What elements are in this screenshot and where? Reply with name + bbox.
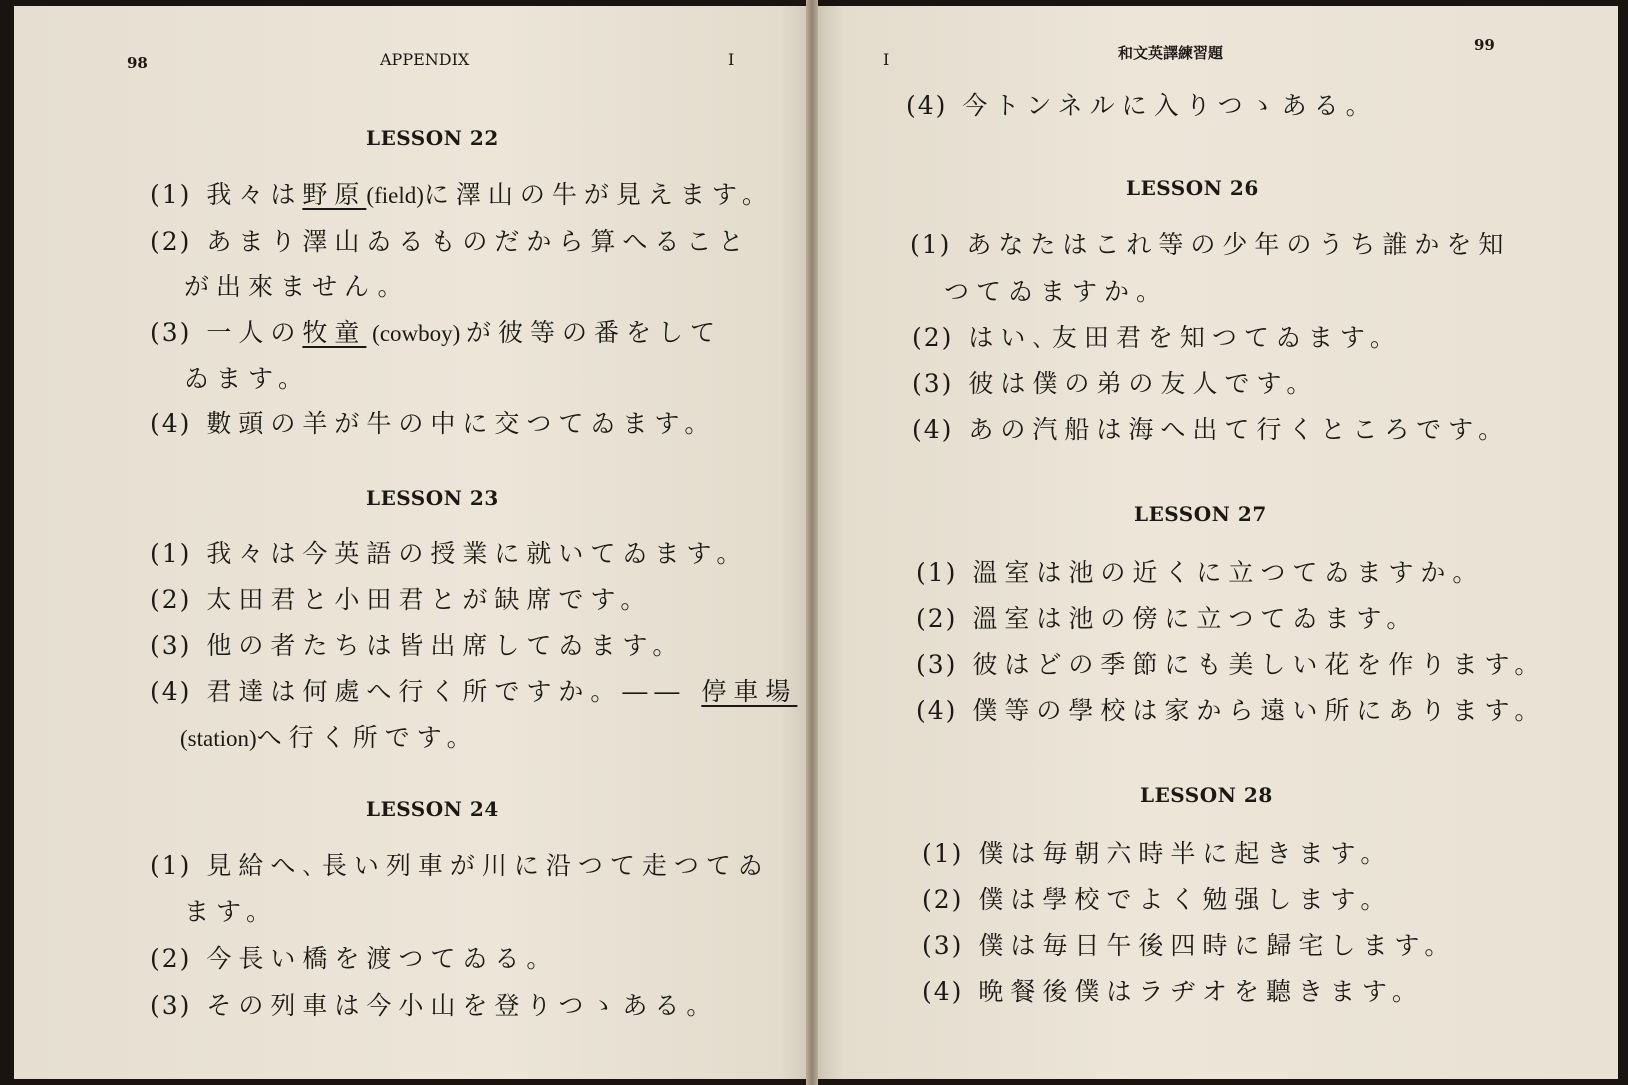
exercise-line (150, 580, 652, 616)
lesson-title: LESSON 22 (366, 126, 499, 150)
exercise-line-continued: ます。 (184, 897, 279, 926)
line-text: あの汽船は海へ出て行くところです。 (968, 415, 1511, 444)
exercise-line (150, 222, 750, 258)
exercise-line-continued: が出來ません。 (184, 272, 410, 301)
book-gutter (806, 0, 818, 1085)
line-text: 彼は僕の弟の友人です。 (968, 369, 1319, 398)
right-section-mark: I (883, 50, 890, 69)
right-running-head: 和文英譯練習題 (1118, 44, 1224, 62)
lesson-title: LESSON 28 (1140, 783, 1273, 807)
exercise-line (910, 225, 1510, 261)
gloss-text: (field) (366, 183, 424, 208)
item-number: (1) (150, 180, 192, 209)
line-text: 見給へ､長い列車が川に沿つて走つてゐ (206, 851, 770, 880)
line-text: はい､友田君を知つてゐます。 (968, 323, 1402, 352)
line-text: あまり澤山ゐるものだから算へること (206, 227, 751, 256)
exercise-line (922, 880, 1392, 916)
item-number: (2) (150, 227, 192, 256)
item-number: (3) (916, 650, 958, 679)
line-text: 太田君と小田君とが缺席です。 (206, 585, 653, 614)
underlined-word: 牧童 (302, 318, 367, 347)
item-number: (4) (150, 677, 192, 706)
line-text: 溫室は池の傍に立つてゐます。 (972, 604, 1419, 633)
item-number: (4) (912, 415, 954, 444)
right-page-number: 99 (1474, 36, 1495, 54)
exercise-line (150, 534, 748, 570)
item-number: (1) (150, 851, 192, 880)
exercise-line (150, 313, 722, 349)
exercise-line (922, 834, 1392, 870)
item-number: (1) (910, 230, 952, 259)
gloss-text: (station) (180, 726, 257, 751)
exercise-line-continued: つてゐますか。 (944, 277, 1169, 306)
lesson-title: LESSON 26 (1126, 176, 1259, 200)
item-number: (1) (150, 539, 192, 568)
line-text: 我々は (206, 180, 303, 209)
line-text: あなたはこれ等の少年のうち誰かを知 (966, 230, 1511, 259)
line-text: 晩餐後僕はラヂオを聽きます。 (978, 977, 1424, 1006)
line-text: 彼はどの季節にも美しい花を作ります。 (972, 650, 1547, 679)
item-number: (2) (150, 585, 192, 614)
line-text: 君達は何處へ行く所ですか。―― (206, 677, 702, 706)
exercise-line (906, 86, 1378, 122)
exercise-line (150, 626, 684, 662)
item-number: (2) (922, 885, 964, 914)
lesson-title: LESSON 27 (1134, 502, 1267, 526)
line-text: 今長い橋を渡つてゐる。 (206, 944, 559, 973)
exercise-line (916, 553, 1484, 589)
exercise-line-continued (180, 718, 479, 754)
line-text: 僕は學校でよく勉强します。 (978, 885, 1393, 914)
item-number: (1) (922, 839, 964, 868)
left-running-head: APPENDIX (380, 50, 470, 69)
item-number: (4) (150, 409, 192, 438)
line-text: 今トンネルに入りつゝある。 (962, 91, 1378, 120)
line-text: に澤山の牛が見えます。 (423, 180, 774, 209)
exercise-line (922, 926, 1456, 962)
line-text: 我々は今英語の授業に就いてゐます。 (206, 539, 749, 568)
line-text: 僕は毎日午後四時に歸宅します。 (978, 931, 1457, 960)
line-text: が彼等の番をして (466, 318, 723, 347)
line-text: 一人の (206, 318, 303, 347)
right-page (812, 6, 1618, 1079)
line-text: その列車は今小山を登りつゝある。 (206, 991, 719, 1020)
exercise-line (150, 939, 558, 975)
exercise-line (150, 404, 716, 440)
exercise-line (150, 175, 774, 211)
item-number: (3) (150, 631, 192, 660)
exercise-line-continued: ゐます。 (184, 364, 311, 393)
item-number: (4) (906, 91, 948, 120)
left-page-number: 98 (127, 54, 148, 72)
item-number: (2) (916, 604, 958, 633)
line-text: 僕は毎朝六時半に起きます。 (978, 839, 1393, 868)
item-number: (2) (150, 944, 192, 973)
exercise-line (912, 318, 1402, 354)
underlined-word: 停車場 (701, 677, 798, 706)
item-number: (4) (922, 977, 964, 1006)
line-text: 僕等の學校は家から遠い所にあります。 (972, 696, 1547, 725)
exercise-line (916, 691, 1546, 727)
left-section-mark: I (728, 50, 735, 69)
lesson-title: LESSON 23 (366, 486, 499, 510)
item-number: (3) (150, 318, 192, 347)
item-number: (4) (916, 696, 958, 725)
exercise-line (922, 972, 1424, 1008)
line-text: 數頭の羊が牛の中に交つてゐます。 (206, 409, 717, 438)
exercise-line (150, 672, 797, 708)
exercise-line (916, 599, 1418, 635)
item-number: (1) (916, 558, 958, 587)
exercise-line (150, 846, 770, 882)
exercise-line (916, 645, 1546, 681)
line-text: 他の者たちは皆出席してゐます。 (206, 631, 685, 660)
item-number: (2) (912, 323, 954, 352)
lesson-title: LESSON 24 (366, 797, 499, 821)
item-number: (3) (150, 991, 192, 1020)
exercise-line (912, 410, 1510, 446)
gloss-text: (cowboy) (366, 321, 467, 346)
line-text: 溫室は池の近くに立つてゐますか。 (972, 558, 1485, 587)
item-number: (3) (912, 369, 954, 398)
underlined-word: 野原 (302, 180, 367, 209)
line-text: へ行く所です。 (256, 723, 479, 752)
exercise-line (150, 986, 718, 1022)
item-number: (3) (922, 931, 964, 960)
exercise-line (912, 364, 1318, 400)
